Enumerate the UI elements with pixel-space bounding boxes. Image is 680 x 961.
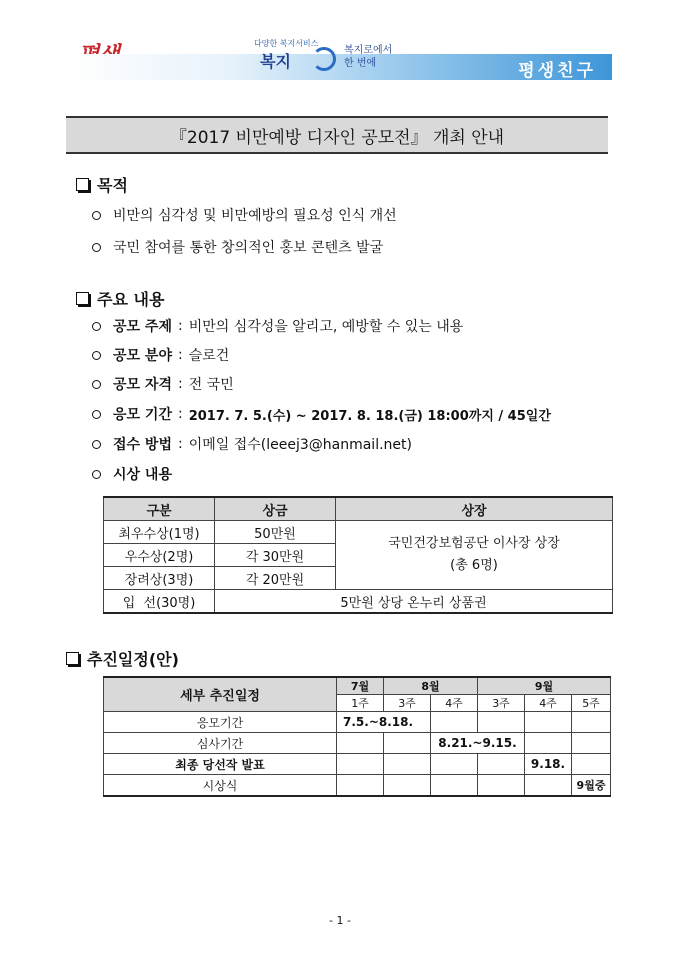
checkbox-square-icon bbox=[76, 292, 89, 305]
award-col-header: 상장 bbox=[336, 497, 613, 521]
contents-item: 공모 자격 : 전 국민 bbox=[92, 374, 234, 394]
circle-bullet-icon bbox=[92, 410, 101, 419]
table-row: 우수상(2명) 각 30만원 bbox=[104, 544, 613, 567]
month-header: 7월 bbox=[337, 677, 384, 695]
page-number: - 1 - bbox=[329, 914, 351, 927]
header-bar: 평생친구 bbox=[66, 54, 612, 80]
contents-item: 접수 방법 : 이메일 접수(leeej3@hanmail.net) bbox=[92, 434, 412, 454]
circle-bullet-icon bbox=[92, 243, 101, 252]
week-header: 3주 bbox=[478, 695, 525, 712]
circle-bullet-icon bbox=[92, 322, 101, 331]
section-schedule: 추진일정(안) bbox=[66, 647, 179, 670]
week-header: 4주 bbox=[525, 695, 572, 712]
bokji-sub-1: 복지로에서 bbox=[344, 45, 393, 56]
table-row: 최종 당선작 발표 9.18. bbox=[104, 754, 611, 775]
table-row: 장려상(3명) 각 20만원 bbox=[104, 567, 613, 590]
checkbox-square-icon bbox=[66, 652, 79, 665]
purpose-item: 국민 참여를 통한 창의적인 홍보 콘텐츠 발굴 bbox=[92, 237, 383, 257]
award-col-header: 구분 bbox=[104, 497, 215, 521]
month-header: 8월 bbox=[384, 677, 478, 695]
month-header: 9월 bbox=[478, 677, 611, 695]
schedule-table bbox=[103, 676, 611, 797]
table-row: 시상식 9월중 bbox=[104, 775, 611, 797]
award-table bbox=[103, 496, 613, 614]
circle-bullet-icon bbox=[92, 440, 101, 449]
contents-item: 응모 기간 : 2017. 7. 5.(수) ~ 2017. 8. 18.(금) 18:00까지 / 45일간 bbox=[92, 404, 551, 424]
table-row: 최우수상(1명) 50만원 국민건강보험공단 이사장 상장 (총 6명) bbox=[104, 521, 613, 544]
purpose-item: 비만의 심각성 및 비만예방의 필요성 인식 개선 bbox=[92, 205, 397, 225]
table-row: 심사기간 8.21.~9.15. bbox=[104, 733, 611, 754]
circle-bullet-icon bbox=[92, 351, 101, 360]
page-title: 『2017 비만예방 디자인 공모전』 개최 안내 bbox=[66, 116, 608, 154]
contents-item: 공모 주제 : 비만의 심각성을 알리고, 예방할 수 있는 내용 bbox=[92, 316, 463, 336]
checkbox-square-icon bbox=[76, 178, 89, 191]
contents-item: 시상 내용 bbox=[92, 464, 178, 484]
table-row: 응모기간 7.5.~8.18. bbox=[104, 712, 611, 733]
week-header: 4주 bbox=[431, 695, 478, 712]
bokji-ring-icon bbox=[312, 47, 336, 71]
week-header: 5주 bbox=[572, 695, 611, 712]
section-purpose: 목적 bbox=[76, 173, 128, 196]
certificate-cell: 국민건강보험공단 이사장 상장 (총 6명) bbox=[336, 521, 613, 590]
circle-bullet-icon bbox=[92, 380, 101, 389]
bokji-logo: 다양한 복지서비스 복지 복지로에서 한 번에 bbox=[254, 39, 393, 71]
circle-bullet-icon bbox=[92, 470, 101, 479]
section-contents: 주요 내용 bbox=[76, 287, 164, 310]
bokji-sub-2: 한 번에 bbox=[344, 58, 377, 69]
circle-bullet-icon bbox=[92, 211, 101, 220]
table-row: 입 선(30명) 5만원 상당 온누리 상품권 bbox=[104, 590, 613, 614]
contents-item: 공모 분야 : 슬로건 bbox=[92, 345, 229, 365]
week-header: 3주 bbox=[384, 695, 431, 712]
schedule-col-label: 세부 추진일정 bbox=[104, 677, 337, 712]
week-header: 1주 bbox=[337, 695, 384, 712]
award-col-header: 상금 bbox=[215, 497, 336, 521]
